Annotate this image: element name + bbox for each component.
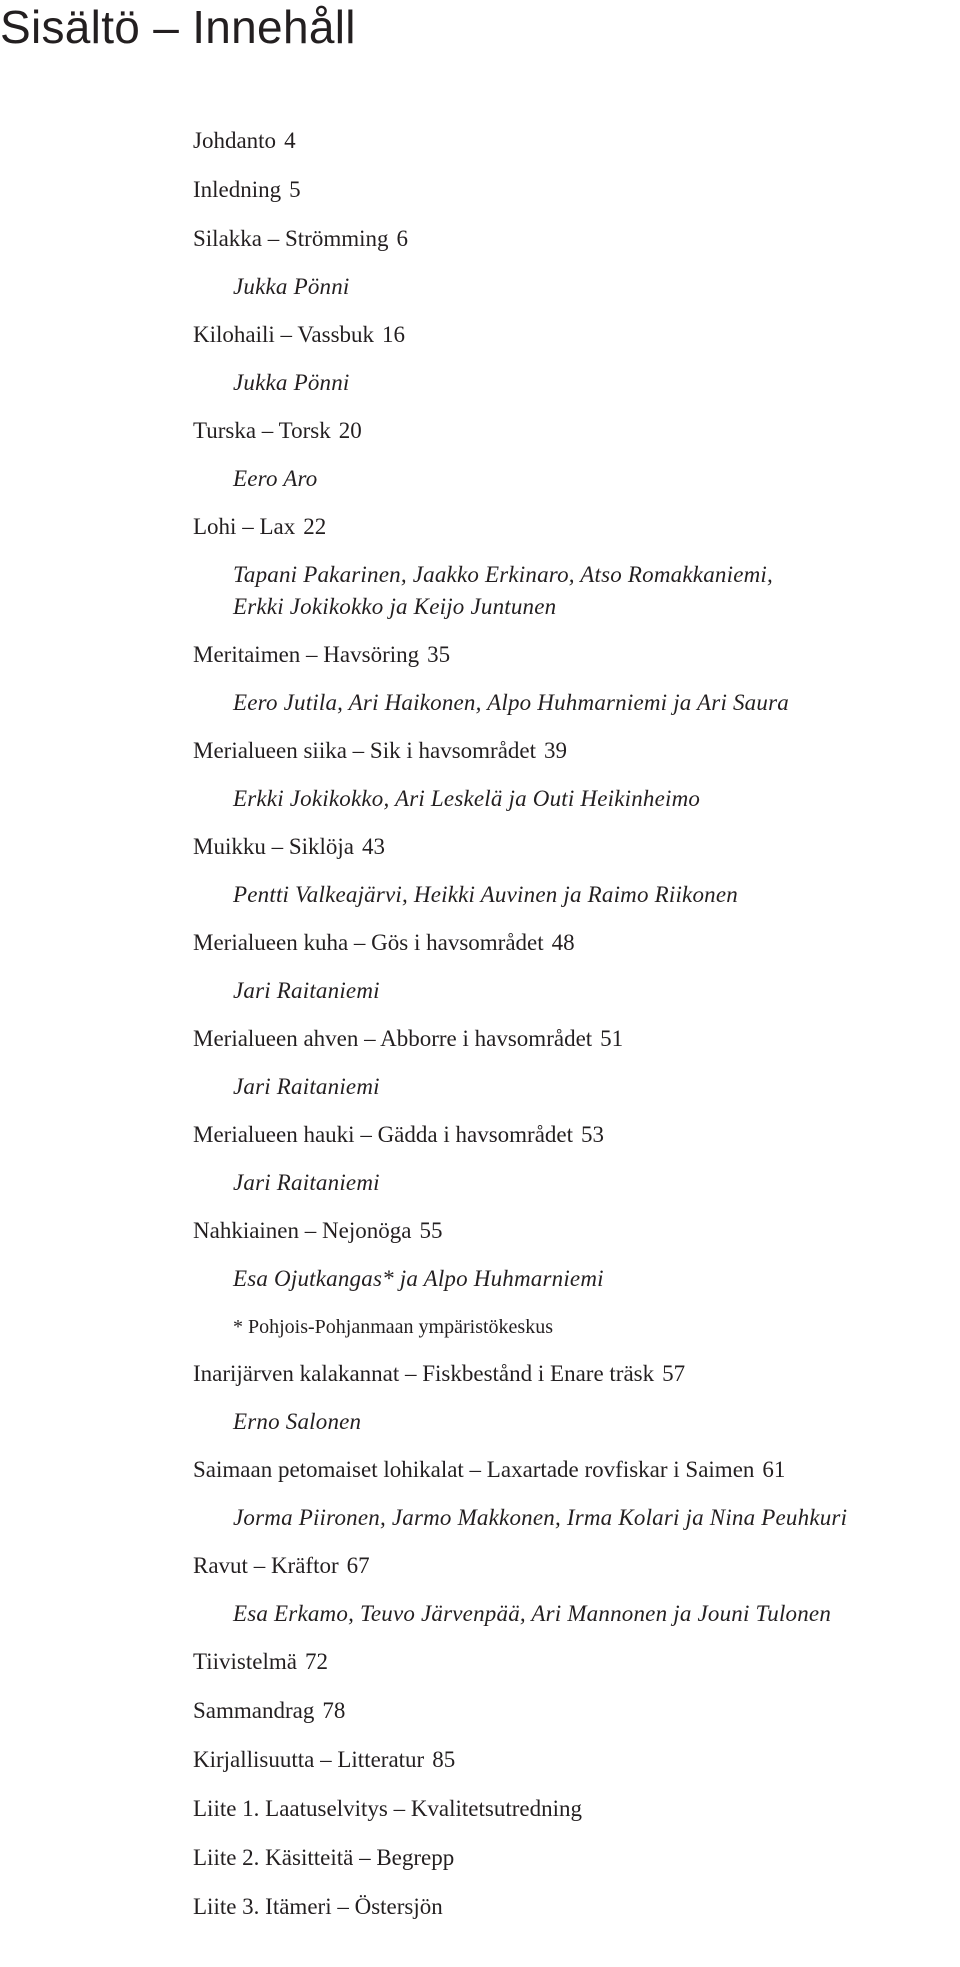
toc-authors (193, 975, 953, 1007)
toc-chapter (193, 640, 953, 670)
chapter-title: Merialueen siika – Sik i havsområdet (193, 738, 537, 763)
toc-authors (193, 1167, 953, 1199)
author-line: Esa Erkamo, Teuvo Järvenpää, Ari Mannonen ja Jouni Tulonen (233, 1601, 832, 1626)
page-number: 61 (762, 1457, 786, 1482)
chapter-title: Saimaan petomaiset lohikalat – Laxartade rovfiskar i Saimen (193, 1457, 755, 1482)
toc-chapter (193, 736, 953, 766)
author-line: Tapani Pakarinen, Jaakko Erkinaro, Atso Romakkaniemi, (233, 562, 773, 587)
toc-authors (193, 879, 953, 911)
author-line: Jari Raitaniemi (233, 978, 380, 1003)
toc-chapter (193, 1120, 953, 1150)
page-number: 53 (581, 1122, 605, 1147)
toc-chapter (193, 1696, 953, 1726)
author-line: Eero Jutila, Ari Haikonen, Alpo Huhmarniemi ja Ari Saura (233, 690, 789, 715)
page-number: 4 (284, 128, 296, 153)
chapter-title: Nahkiainen – Nejonöga (193, 1218, 412, 1243)
toc-chapter (193, 1455, 953, 1485)
toc-footnote (193, 1312, 953, 1342)
page-number: 57 (662, 1361, 686, 1386)
toc-chapter (193, 1745, 953, 1775)
chapter-title: Inarijärven kalakannat – Fiskbestånd i Enare träsk (193, 1361, 655, 1386)
author-line: Jari Raitaniemi (233, 1170, 380, 1195)
author-line: Jukka Pönni (233, 274, 350, 299)
toc-chapter (193, 1024, 953, 1054)
page-number: 78 (322, 1698, 346, 1723)
toc-chapter (193, 126, 953, 156)
chapter-title: Ravut – Kräftor (193, 1553, 339, 1578)
chapter-title: Silakka – Strömming (193, 226, 389, 251)
toc-authors (193, 1598, 953, 1630)
footnote-text: * Pohjois-Pohjanmaan ympäristökeskus (233, 1316, 553, 1338)
toc-chapter (193, 1892, 953, 1922)
page-number: 67 (346, 1553, 370, 1578)
toc-chapter (193, 1216, 953, 1246)
page-title: Sisältö – Innehåll (0, 1, 356, 53)
author-line: Erkki Jokikokko ja Keijo Juntunen (233, 594, 557, 619)
author-line: Jorma Piironen, Jarmo Makkonen, Irma Kolari ja Nina Peuhkuri (233, 1505, 848, 1530)
author-line: Eero Aro (233, 466, 318, 491)
page-number: 48 (551, 930, 575, 955)
toc-authors (193, 559, 953, 623)
chapter-title: Tiivistelmä (193, 1649, 297, 1674)
page-number: 35 (427, 642, 451, 667)
chapter-title: Johdanto (193, 128, 277, 153)
toc-chapter (193, 512, 953, 542)
toc-authors (193, 1263, 953, 1295)
chapter-title: Meritaimen – Havsöring (193, 642, 420, 667)
chapter-title: Liite 2. Käsitteitä – Begrepp (193, 1845, 455, 1870)
author-line: Pentti Valkeajärvi, Heikki Auvinen ja Raimo Riikonen (233, 882, 738, 907)
toc-chapter (193, 320, 953, 350)
chapter-title: Merialueen hauki – Gädda i havsområdet (193, 1122, 574, 1147)
toc-authors (193, 1071, 953, 1103)
page-number: 55 (419, 1218, 443, 1243)
toc-authors (193, 1406, 953, 1438)
toc-chapter (193, 1647, 953, 1677)
chapter-title: Merialueen ahven – Abborre i havsområdet (193, 1026, 593, 1051)
table-of-contents (193, 126, 953, 1922)
toc-chapter (193, 1794, 953, 1824)
toc-authors (193, 271, 953, 303)
page-number: 43 (362, 834, 386, 859)
chapter-title: Liite 3. Itämeri – Östersjön (193, 1894, 443, 1919)
toc-chapter (193, 416, 953, 446)
chapter-title: Inledning (193, 177, 282, 202)
toc-authors (193, 687, 953, 719)
chapter-title: Kilohaili – Vassbuk (193, 322, 375, 347)
chapter-title: Liite 1. Laatuselvitys – Kvalitetsutredning (193, 1796, 583, 1821)
author-line: Erno Salonen (233, 1409, 362, 1434)
toc-chapter (193, 928, 953, 958)
chapter-title: Sammandrag (193, 1698, 315, 1723)
page-number: 6 (396, 226, 408, 251)
toc-chapter (193, 175, 953, 205)
page-number: 22 (303, 514, 327, 539)
toc-authors (193, 367, 953, 399)
page-number: 39 (544, 738, 568, 763)
chapter-title: Muikku – Siklöja (193, 834, 355, 859)
page-number: 85 (432, 1747, 456, 1772)
page-number: 16 (382, 322, 406, 347)
author-line: Jari Raitaniemi (233, 1074, 380, 1099)
page-number: 72 (304, 1649, 328, 1674)
toc-chapter (193, 832, 953, 862)
author-line: Jukka Pönni (233, 370, 350, 395)
chapter-title: Turska – Torsk (193, 418, 331, 443)
toc-authors (193, 1502, 953, 1534)
toc-authors (193, 783, 953, 815)
page-number: 20 (338, 418, 362, 443)
toc-chapter (193, 224, 953, 254)
chapter-title: Lohi – Lax (193, 514, 296, 539)
author-line: Erkki Jokikokko, Ari Leskelä ja Outi Heikinheimo (233, 786, 701, 811)
chapter-title: Kirjallisuutta – Litteratur (193, 1747, 425, 1772)
toc-authors (193, 463, 953, 495)
chapter-title: Merialueen kuha – Gös i havsområdet (193, 930, 544, 955)
toc-chapter (193, 1843, 953, 1873)
toc-chapter (193, 1551, 953, 1581)
author-line: Esa Ojutkangas* ja Alpo Huhmarniemi (233, 1266, 604, 1291)
toc-chapter (193, 1359, 953, 1389)
page-number: 51 (600, 1026, 624, 1051)
page-number: 5 (289, 177, 301, 202)
